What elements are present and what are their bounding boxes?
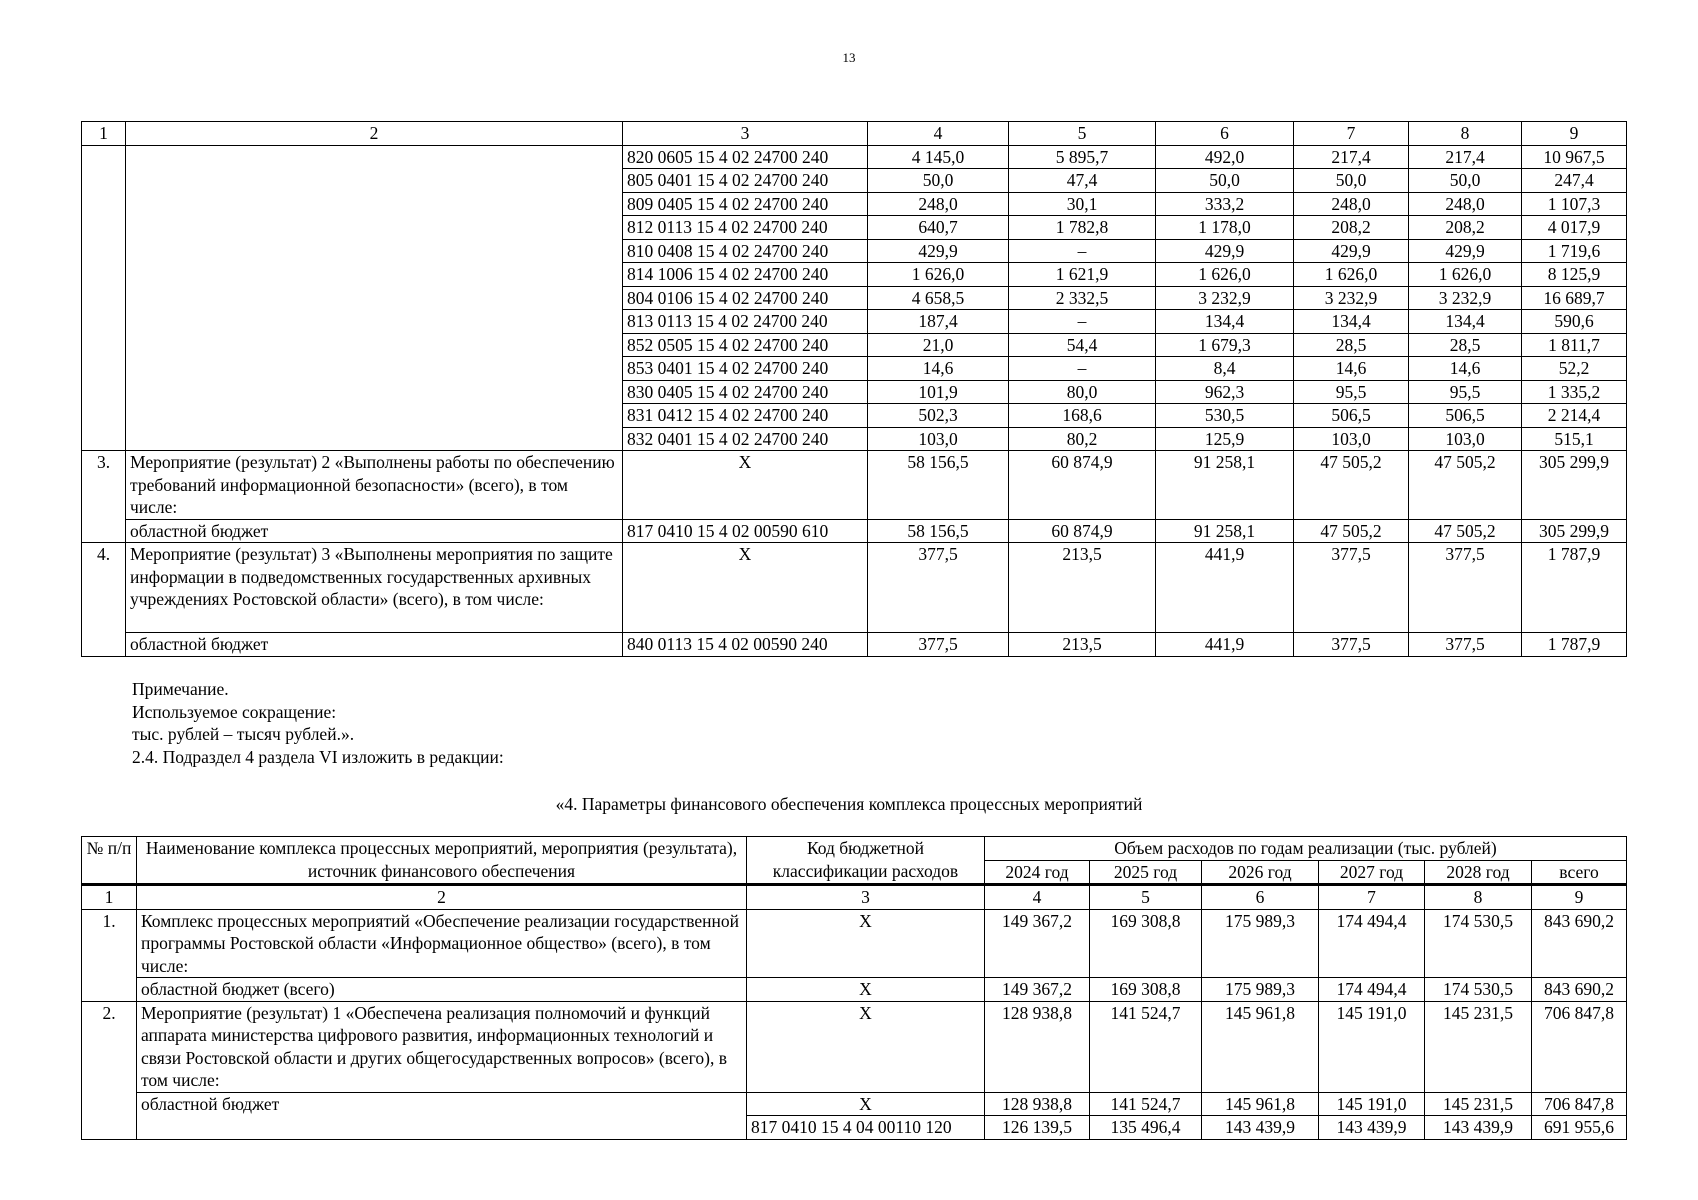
value-cell: 1 107,3 — [1522, 192, 1627, 216]
financing-table-continued — [81, 121, 1627, 657]
value-cell: 441,9 — [1156, 633, 1294, 657]
value-cell: 4 145,0 — [868, 145, 1009, 169]
column-number-row — [82, 122, 1627, 146]
budget-code: 852 0505 15 4 02 24700 240 — [623, 333, 868, 357]
value-cell: 492,0 — [1156, 145, 1294, 169]
col-number: 9 — [1522, 122, 1627, 146]
row-number: 2. — [82, 1001, 137, 1139]
value-cell: 377,5 — [1409, 633, 1522, 657]
value-cell: 54,4 — [1009, 333, 1156, 357]
value-cell: 141 524,7 — [1090, 1092, 1202, 1116]
col-number: 5 — [1009, 122, 1156, 146]
value-cell: 174 530,5 — [1425, 909, 1532, 978]
complex-name: Комплекс процессных мероприятий «Обеспечение реализации государственной программы Ростовской области «Информационное общество» (всего), в том числе: — [137, 909, 747, 978]
header-number: № п/п — [82, 837, 137, 885]
event-name: Мероприятие (результат) 3 «Выполнены мероприятия по защите информации в подведомственных государственных архивных учреждениях Ростовской области» (всего), в том числе: — [126, 543, 623, 633]
value-cell: 1 719,6 — [1522, 239, 1627, 263]
funding-source: областной бюджет — [126, 633, 623, 657]
value-cell: 1 178,0 — [1156, 216, 1294, 240]
value-cell: 101,9 — [868, 380, 1009, 404]
col-number: 8 — [1409, 122, 1522, 146]
value-cell: 58 156,5 — [868, 451, 1009, 520]
value-cell: 333,2 — [1156, 192, 1294, 216]
value-cell: 169 308,8 — [1090, 909, 1202, 978]
value-cell: 213,5 — [1009, 543, 1156, 633]
value-cell: 515,1 — [1522, 427, 1627, 451]
value-cell: 590,6 — [1522, 310, 1627, 334]
value-cell: 706 847,8 — [1532, 1001, 1627, 1092]
value-cell: 174 494,4 — [1319, 909, 1425, 978]
budget-code: X — [747, 909, 985, 978]
value-cell: 1 335,2 — [1522, 380, 1627, 404]
col-number: 7 — [1319, 885, 1425, 910]
value-cell: 377,5 — [1294, 633, 1409, 657]
value-cell: 1 787,9 — [1522, 543, 1627, 633]
event-name: Мероприятие (результат) 2 «Выполнены работы по обеспечению требований информационной безопасности» (всего), в том числе: — [126, 451, 623, 520]
col-number: 6 — [1202, 885, 1319, 910]
section-title: «4. Параметры финансового обеспечения комплекса процессных мероприятий — [555, 794, 1143, 814]
note-title: Примечание. — [132, 679, 229, 699]
column-number-row — [82, 885, 1627, 910]
col-number: 3 — [623, 122, 868, 146]
table-row — [82, 519, 1627, 543]
table-row — [82, 1092, 1627, 1116]
value-cell: 145 231,5 — [1425, 1092, 1532, 1116]
budget-code: 805 0401 15 4 02 24700 240 — [623, 169, 868, 193]
col-number: 7 — [1294, 122, 1409, 146]
note-text: Используемое сокращение: — [132, 701, 337, 722]
value-cell: 10 967,5 — [1522, 145, 1627, 169]
value-cell: 47 505,2 — [1409, 519, 1522, 543]
value-cell: 213,5 — [1009, 633, 1156, 657]
value-cell: 28,5 — [1409, 333, 1522, 357]
value-cell: 103,0 — [868, 427, 1009, 451]
value-cell: 174 494,4 — [1319, 978, 1425, 1002]
value-cell: 1 787,9 — [1522, 633, 1627, 657]
budget-code: 810 0408 15 4 02 24700 240 — [623, 239, 868, 263]
value-cell: 217,4 — [1294, 145, 1409, 169]
budget-code: X — [623, 451, 868, 520]
value-cell: 103,0 — [1294, 427, 1409, 451]
value-cell: 217,4 — [1409, 145, 1522, 169]
table-row — [82, 543, 1627, 633]
budget-code: 817 0410 15 4 02 00590 610 — [623, 519, 868, 543]
value-cell: 962,3 — [1156, 380, 1294, 404]
table-row — [82, 909, 1627, 978]
value-cell: 14,6 — [1409, 357, 1522, 381]
value-cell: 60 874,9 — [1009, 519, 1156, 543]
value-cell: 128 938,8 — [985, 1001, 1090, 1092]
value-cell: 103,0 — [1409, 427, 1522, 451]
value-cell: 50,0 — [868, 169, 1009, 193]
value-cell: 530,5 — [1156, 404, 1294, 428]
value-cell: 47,4 — [1009, 169, 1156, 193]
budget-code: 853 0401 15 4 02 24700 240 — [623, 357, 868, 381]
value-cell: 377,5 — [868, 633, 1009, 657]
value-cell: 248,0 — [1409, 192, 1522, 216]
value-cell: 377,5 — [1409, 543, 1522, 633]
row-number: 3. — [82, 451, 126, 543]
value-cell: 126 139,5 — [985, 1116, 1090, 1140]
value-cell: 128 938,8 — [985, 1092, 1090, 1116]
value-cell: 125,9 — [1156, 427, 1294, 451]
budget-code: X — [747, 1001, 985, 1092]
budget-code: 831 0412 15 4 02 24700 240 — [623, 404, 868, 428]
value-cell: 1 626,0 — [1409, 263, 1522, 287]
col-number: 9 — [1532, 885, 1627, 910]
header-year: 2027 год — [1319, 860, 1425, 885]
budget-code: 832 0401 15 4 02 24700 240 — [623, 427, 868, 451]
col-number: 1 — [82, 122, 126, 146]
value-cell: 5 895,7 — [1009, 145, 1156, 169]
header-name: Наименование комплекса процессных мероприятий, мероприятия (результата), источник финансового обеспечения — [137, 837, 747, 885]
value-cell: 47 505,2 — [1294, 451, 1409, 520]
value-cell: 16 689,7 — [1522, 286, 1627, 310]
value-cell: 2 214,4 — [1522, 404, 1627, 428]
note-block — [132, 678, 504, 769]
value-cell: 429,9 — [1156, 239, 1294, 263]
col-number: 5 — [1090, 885, 1202, 910]
value-cell: 60 874,9 — [1009, 451, 1156, 520]
financing-parameters-table — [81, 836, 1627, 1140]
col-number: 3 — [747, 885, 985, 910]
value-cell: – — [1009, 310, 1156, 334]
value-cell: 3 232,9 — [1409, 286, 1522, 310]
note-text: тыс. рублей – тысяч рублей.». — [132, 724, 355, 745]
value-cell: 208,2 — [1409, 216, 1522, 240]
value-cell: 187,4 — [868, 310, 1009, 334]
value-cell: 145 231,5 — [1425, 1001, 1532, 1092]
value-cell: 208,2 — [1294, 216, 1409, 240]
header-row — [82, 837, 1627, 861]
budget-code: 817 0410 15 4 04 00110 120 — [747, 1116, 985, 1140]
value-cell: 305 299,9 — [1522, 451, 1627, 520]
budget-code: X — [623, 543, 868, 633]
col-number: 1 — [82, 885, 137, 910]
value-cell: 52,2 — [1522, 357, 1627, 381]
value-cell: 14,6 — [868, 357, 1009, 381]
page-number: 13 — [842, 50, 856, 65]
value-cell: 640,7 — [868, 216, 1009, 240]
value-cell: 145 961,8 — [1202, 1092, 1319, 1116]
value-cell: 1 782,8 — [1009, 216, 1156, 240]
value-cell: 28,5 — [1294, 333, 1409, 357]
table-row — [82, 1001, 1627, 1092]
value-cell: 47 505,2 — [1294, 519, 1409, 543]
value-cell: 1 626,0 — [1156, 263, 1294, 287]
value-cell: 80,2 — [1009, 427, 1156, 451]
budget-code: 813 0113 15 4 02 24700 240 — [623, 310, 868, 334]
value-cell: 2 332,5 — [1009, 286, 1156, 310]
value-cell: 80,0 — [1009, 380, 1156, 404]
value-cell: 145 191,0 — [1319, 1092, 1425, 1116]
header-total: всего — [1532, 860, 1627, 885]
value-cell: 502,3 — [868, 404, 1009, 428]
row-number: 4. — [82, 543, 126, 657]
row-number — [82, 145, 126, 451]
header-year: 2028 год — [1425, 860, 1532, 885]
table-row — [82, 451, 1627, 520]
value-cell: 91 258,1 — [1156, 451, 1294, 520]
value-cell: 3 232,9 — [1156, 286, 1294, 310]
value-cell: 4 658,5 — [868, 286, 1009, 310]
budget-code: X — [747, 978, 985, 1002]
budget-code: X — [747, 1092, 985, 1116]
value-cell: 305 299,9 — [1522, 519, 1627, 543]
value-cell: 377,5 — [1294, 543, 1409, 633]
value-cell: 247,4 — [1522, 169, 1627, 193]
col-number: 4 — [985, 885, 1090, 910]
value-cell: 8 125,9 — [1522, 263, 1627, 287]
value-cell: 47 505,2 — [1409, 451, 1522, 520]
value-cell: 149 367,2 — [985, 909, 1090, 978]
funding-source: областной бюджет — [137, 1092, 747, 1139]
header-year: 2026 год — [1202, 860, 1319, 885]
value-cell: 14,6 — [1294, 357, 1409, 381]
col-number: 8 — [1425, 885, 1532, 910]
value-cell: 429,9 — [868, 239, 1009, 263]
value-cell: 174 530,5 — [1425, 978, 1532, 1002]
budget-code: 840 0113 15 4 02 00590 240 — [623, 633, 868, 657]
value-cell: 58 156,5 — [868, 519, 1009, 543]
budget-code: 820 0605 15 4 02 24700 240 — [623, 145, 868, 169]
value-cell: 1 621,9 — [1009, 263, 1156, 287]
value-cell: 143 439,9 — [1425, 1116, 1532, 1140]
header-year: 2024 год — [985, 860, 1090, 885]
value-cell: – — [1009, 239, 1156, 263]
value-cell: 168,6 — [1009, 404, 1156, 428]
value-cell: 135 496,4 — [1090, 1116, 1202, 1140]
budget-code: 804 0106 15 4 02 24700 240 — [623, 286, 868, 310]
value-cell: 175 989,3 — [1202, 978, 1319, 1002]
budget-code: 812 0113 15 4 02 24700 240 — [623, 216, 868, 240]
table-row — [82, 978, 1627, 1002]
value-cell: 843 690,2 — [1532, 978, 1627, 1002]
value-cell: 429,9 — [1294, 239, 1409, 263]
value-cell: 134,4 — [1156, 310, 1294, 334]
value-cell: 175 989,3 — [1202, 909, 1319, 978]
value-cell: 4 017,9 — [1522, 216, 1627, 240]
value-cell: 1 626,0 — [868, 263, 1009, 287]
value-cell: 149 367,2 — [985, 978, 1090, 1002]
value-cell: 50,0 — [1156, 169, 1294, 193]
header-year: 2025 год — [1090, 860, 1202, 885]
header-code: Код бюджетной классификации расходов — [747, 837, 985, 885]
value-cell: 377,5 — [868, 543, 1009, 633]
value-cell: 143 439,9 — [1202, 1116, 1319, 1140]
value-cell: 50,0 — [1294, 169, 1409, 193]
value-cell: 429,9 — [1409, 239, 1522, 263]
col-number: 4 — [868, 122, 1009, 146]
value-cell: 91 258,1 — [1156, 519, 1294, 543]
col-number: 6 — [1156, 122, 1294, 146]
budget-code: 830 0405 15 4 02 24700 240 — [623, 380, 868, 404]
note-text: 2.4. Подраздел 4 раздела VI изложить в редакции: — [132, 747, 504, 768]
value-cell: 134,4 — [1294, 310, 1409, 334]
funding-source: областной бюджет — [126, 519, 623, 543]
value-cell: – — [1009, 357, 1156, 381]
value-cell: 248,0 — [868, 192, 1009, 216]
value-cell: 706 847,8 — [1532, 1092, 1627, 1116]
value-cell: 1 811,7 — [1522, 333, 1627, 357]
event-name: Мероприятие (результат) 1 «Обеспечена реализация полномочий и функций аппарата министерства цифрового развития, информационных технологий и связи Ростовской области и других общегосударственных вопросов» (всего), в том числе: — [137, 1001, 747, 1092]
row-number: 1. — [82, 909, 137, 1001]
event-name — [126, 145, 623, 451]
value-cell: 843 690,2 — [1532, 909, 1627, 978]
value-cell: 506,5 — [1409, 404, 1522, 428]
value-cell: 3 232,9 — [1294, 286, 1409, 310]
col-number: 2 — [126, 122, 623, 146]
value-cell: 691 955,6 — [1532, 1116, 1627, 1140]
value-cell: 169 308,8 — [1090, 978, 1202, 1002]
value-cell: 95,5 — [1409, 380, 1522, 404]
value-cell: 141 524,7 — [1090, 1001, 1202, 1092]
header-volume: Объем расходов по годам реализации (тыс. рублей) — [985, 837, 1627, 861]
value-cell: 145 961,8 — [1202, 1001, 1319, 1092]
col-number: 2 — [137, 885, 747, 910]
value-cell: 506,5 — [1294, 404, 1409, 428]
budget-code: 814 1006 15 4 02 24700 240 — [623, 263, 868, 287]
value-cell: 21,0 — [868, 333, 1009, 357]
value-cell: 8,4 — [1156, 357, 1294, 381]
value-cell: 145 191,0 — [1319, 1001, 1425, 1092]
funding-source: областной бюджет (всего) — [137, 978, 747, 1002]
value-cell: 143 439,9 — [1319, 1116, 1425, 1140]
budget-code: 809 0405 15 4 02 24700 240 — [623, 192, 868, 216]
value-cell: 441,9 — [1156, 543, 1294, 633]
value-cell: 134,4 — [1409, 310, 1522, 334]
value-cell: 50,0 — [1409, 169, 1522, 193]
value-cell: 30,1 — [1009, 192, 1156, 216]
value-cell: 1 679,3 — [1156, 333, 1294, 357]
table-row — [82, 633, 1627, 657]
table-row — [82, 145, 1627, 169]
value-cell: 248,0 — [1294, 192, 1409, 216]
value-cell: 1 626,0 — [1294, 263, 1409, 287]
value-cell: 95,5 — [1294, 380, 1409, 404]
